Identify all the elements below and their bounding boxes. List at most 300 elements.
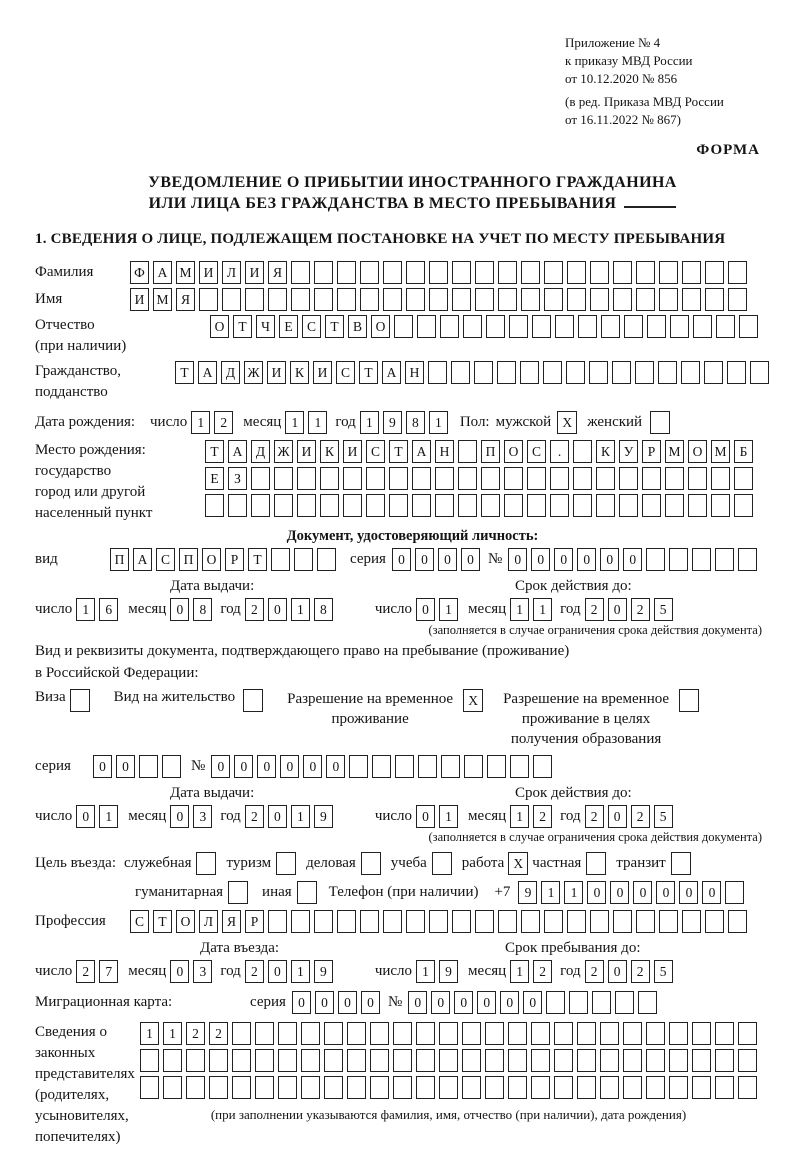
char-box[interactable] bbox=[716, 315, 735, 338]
char-box[interactable] bbox=[725, 881, 744, 904]
char-box[interactable]: 0 bbox=[303, 755, 322, 778]
char-box[interactable] bbox=[681, 361, 700, 384]
char-box[interactable]: 1 bbox=[163, 1022, 182, 1045]
char-box[interactable] bbox=[613, 261, 632, 284]
char-box[interactable] bbox=[439, 1076, 458, 1099]
char-box[interactable]: 0 bbox=[416, 805, 435, 828]
char-box[interactable] bbox=[531, 1049, 550, 1072]
char-box[interactable]: Т bbox=[205, 440, 224, 463]
char-box[interactable] bbox=[463, 315, 482, 338]
char-box[interactable]: А bbox=[198, 361, 217, 384]
char-box[interactable] bbox=[186, 1076, 205, 1099]
char-box[interactable] bbox=[636, 288, 655, 311]
char-box[interactable]: 0 bbox=[93, 755, 112, 778]
char-box[interactable] bbox=[600, 1076, 619, 1099]
char-box[interactable] bbox=[669, 1022, 688, 1045]
char-box[interactable]: 0 bbox=[508, 548, 527, 571]
char-box[interactable]: Л bbox=[199, 910, 218, 933]
char-box[interactable]: П bbox=[179, 548, 198, 571]
char-box[interactable] bbox=[383, 288, 402, 311]
char-box[interactable]: 0 bbox=[623, 548, 642, 571]
char-box[interactable]: 2 bbox=[631, 805, 650, 828]
char-box[interactable]: Ф bbox=[130, 261, 149, 284]
char-box[interactable] bbox=[543, 361, 562, 384]
char-box[interactable]: Е bbox=[279, 315, 298, 338]
char-box[interactable]: 2 bbox=[533, 960, 552, 983]
char-box[interactable] bbox=[412, 467, 431, 490]
char-box[interactable] bbox=[544, 261, 563, 284]
char-box[interactable]: 1 bbox=[99, 805, 118, 828]
char-box[interactable] bbox=[474, 361, 493, 384]
char-box[interactable] bbox=[163, 1076, 182, 1099]
char-box[interactable] bbox=[508, 1076, 527, 1099]
char-box[interactable]: А bbox=[412, 440, 431, 463]
char-box[interactable]: 1 bbox=[285, 411, 304, 434]
char-box[interactable] bbox=[715, 548, 734, 571]
char-box[interactable] bbox=[669, 548, 688, 571]
char-box[interactable] bbox=[439, 1022, 458, 1045]
char-box[interactable] bbox=[555, 315, 574, 338]
char-box[interactable] bbox=[750, 361, 769, 384]
char-box[interactable] bbox=[728, 288, 747, 311]
char-box[interactable] bbox=[343, 467, 362, 490]
char-box[interactable] bbox=[395, 755, 414, 778]
char-box[interactable]: 1 bbox=[140, 1022, 159, 1045]
char-box[interactable]: 0 bbox=[326, 755, 345, 778]
char-box[interactable]: И bbox=[199, 261, 218, 284]
char-box[interactable]: М bbox=[153, 288, 172, 311]
char-box[interactable]: 0 bbox=[438, 548, 457, 571]
char-box[interactable]: О bbox=[210, 315, 229, 338]
char-box[interactable]: 0 bbox=[523, 991, 542, 1014]
char-box[interactable]: 1 bbox=[510, 960, 529, 983]
char-box[interactable] bbox=[647, 315, 666, 338]
char-box[interactable]: 0 bbox=[608, 960, 627, 983]
char-box[interactable] bbox=[360, 910, 379, 933]
char-box[interactable]: И bbox=[343, 440, 362, 463]
char-box[interactable] bbox=[508, 1022, 527, 1045]
char-box[interactable] bbox=[291, 910, 310, 933]
char-box[interactable]: 9 bbox=[314, 805, 333, 828]
char-box[interactable]: Р bbox=[642, 440, 661, 463]
char-box[interactable]: 0 bbox=[415, 548, 434, 571]
char-box[interactable] bbox=[715, 1076, 734, 1099]
char-box[interactable] bbox=[360, 261, 379, 284]
char-box[interactable]: А bbox=[153, 261, 172, 284]
char-box[interactable] bbox=[314, 288, 333, 311]
char-box[interactable]: 0 bbox=[392, 548, 411, 571]
char-box[interactable] bbox=[642, 467, 661, 490]
char-box[interactable] bbox=[669, 1076, 688, 1099]
char-box[interactable] bbox=[366, 467, 385, 490]
char-box[interactable] bbox=[278, 1022, 297, 1045]
char-box[interactable] bbox=[646, 1022, 665, 1045]
char-box[interactable] bbox=[504, 494, 523, 517]
char-box[interactable] bbox=[704, 361, 723, 384]
char-box[interactable]: 5 bbox=[654, 598, 673, 621]
char-box[interactable] bbox=[464, 755, 483, 778]
char-box[interactable]: 9 bbox=[314, 960, 333, 983]
char-box[interactable] bbox=[577, 1022, 596, 1045]
char-box[interactable]: И bbox=[267, 361, 286, 384]
char-box[interactable] bbox=[435, 467, 454, 490]
char-box[interactable] bbox=[337, 288, 356, 311]
char-box[interactable]: 0 bbox=[116, 755, 135, 778]
char-box[interactable] bbox=[297, 494, 316, 517]
char-box[interactable] bbox=[738, 1022, 757, 1045]
char-box[interactable]: 0 bbox=[234, 755, 253, 778]
char-box[interactable]: О bbox=[504, 440, 523, 463]
char-box[interactable]: 1 bbox=[541, 881, 560, 904]
purpose-other-checkbox[interactable] bbox=[297, 881, 317, 904]
char-box[interactable] bbox=[682, 288, 701, 311]
char-box[interactable] bbox=[462, 1022, 481, 1045]
char-box[interactable]: С bbox=[130, 910, 149, 933]
char-box[interactable] bbox=[498, 288, 517, 311]
char-box[interactable] bbox=[646, 1049, 665, 1072]
char-box[interactable]: 0 bbox=[600, 548, 619, 571]
char-box[interactable] bbox=[715, 1049, 734, 1072]
char-box[interactable] bbox=[347, 1022, 366, 1045]
char-box[interactable]: 1 bbox=[308, 411, 327, 434]
char-box[interactable] bbox=[347, 1049, 366, 1072]
char-box[interactable] bbox=[462, 1049, 481, 1072]
char-box[interactable]: И bbox=[245, 261, 264, 284]
char-box[interactable] bbox=[554, 1022, 573, 1045]
char-box[interactable] bbox=[623, 1022, 642, 1045]
char-box[interactable] bbox=[337, 261, 356, 284]
char-box[interactable] bbox=[613, 910, 632, 933]
char-box[interactable] bbox=[550, 494, 569, 517]
char-box[interactable] bbox=[554, 1076, 573, 1099]
char-box[interactable] bbox=[659, 910, 678, 933]
char-box[interactable] bbox=[406, 910, 425, 933]
char-box[interactable] bbox=[439, 1049, 458, 1072]
char-box[interactable] bbox=[532, 315, 551, 338]
char-box[interactable]: 0 bbox=[461, 548, 480, 571]
char-box[interactable]: 0 bbox=[633, 881, 652, 904]
char-box[interactable] bbox=[567, 288, 586, 311]
char-box[interactable]: Р bbox=[245, 910, 264, 933]
char-box[interactable]: 8 bbox=[406, 411, 425, 434]
char-box[interactable] bbox=[566, 361, 585, 384]
char-box[interactable]: 0 bbox=[268, 805, 287, 828]
char-box[interactable] bbox=[199, 288, 218, 311]
char-box[interactable]: 0 bbox=[608, 598, 627, 621]
char-box[interactable]: 1 bbox=[416, 960, 435, 983]
char-box[interactable]: 0 bbox=[268, 598, 287, 621]
char-box[interactable] bbox=[441, 755, 460, 778]
char-box[interactable] bbox=[600, 1049, 619, 1072]
char-box[interactable]: 0 bbox=[554, 548, 573, 571]
char-box[interactable] bbox=[615, 991, 634, 1014]
char-box[interactable] bbox=[320, 467, 339, 490]
char-box[interactable] bbox=[600, 1022, 619, 1045]
char-box[interactable] bbox=[596, 494, 615, 517]
char-box[interactable]: О bbox=[176, 910, 195, 933]
char-box[interactable] bbox=[274, 467, 293, 490]
char-box[interactable] bbox=[347, 1076, 366, 1099]
char-box[interactable]: 1 bbox=[429, 411, 448, 434]
char-box[interactable] bbox=[370, 1022, 389, 1045]
char-box[interactable]: 0 bbox=[702, 881, 721, 904]
char-box[interactable]: Т bbox=[359, 361, 378, 384]
char-box[interactable]: 0 bbox=[610, 881, 629, 904]
visa-checkbox[interactable] bbox=[70, 689, 90, 712]
char-box[interactable]: 2 bbox=[631, 960, 650, 983]
char-box[interactable] bbox=[521, 288, 540, 311]
char-box[interactable]: 0 bbox=[477, 991, 496, 1014]
char-box[interactable]: 2 bbox=[585, 598, 604, 621]
char-box[interactable]: 2 bbox=[76, 960, 95, 983]
char-box[interactable] bbox=[531, 1076, 550, 1099]
char-box[interactable] bbox=[429, 261, 448, 284]
char-box[interactable] bbox=[337, 910, 356, 933]
char-box[interactable] bbox=[738, 548, 757, 571]
char-box[interactable]: 0 bbox=[76, 805, 95, 828]
char-box[interactable] bbox=[417, 315, 436, 338]
char-box[interactable] bbox=[619, 467, 638, 490]
char-box[interactable] bbox=[393, 1022, 412, 1045]
char-box[interactable] bbox=[452, 910, 471, 933]
char-box[interactable]: М bbox=[665, 440, 684, 463]
char-box[interactable]: И bbox=[297, 440, 316, 463]
char-box[interactable] bbox=[314, 910, 333, 933]
char-box[interactable]: С bbox=[156, 548, 175, 571]
char-box[interactable]: Т bbox=[389, 440, 408, 463]
char-box[interactable]: С bbox=[366, 440, 385, 463]
char-box[interactable]: 1 bbox=[510, 805, 529, 828]
char-box[interactable]: С bbox=[527, 440, 546, 463]
char-box[interactable] bbox=[705, 910, 724, 933]
char-box[interactable]: 8 bbox=[193, 598, 212, 621]
char-box[interactable] bbox=[255, 1076, 274, 1099]
char-box[interactable]: 1 bbox=[439, 598, 458, 621]
char-box[interactable] bbox=[601, 315, 620, 338]
char-box[interactable] bbox=[163, 1049, 182, 1072]
char-box[interactable]: 1 bbox=[291, 960, 310, 983]
char-box[interactable]: Б bbox=[734, 440, 753, 463]
char-box[interactable] bbox=[324, 1022, 343, 1045]
temp-residence-checkbox[interactable]: X bbox=[463, 689, 483, 712]
char-box[interactable] bbox=[278, 1076, 297, 1099]
char-box[interactable]: К bbox=[290, 361, 309, 384]
char-box[interactable]: 0 bbox=[257, 755, 276, 778]
char-box[interactable] bbox=[222, 288, 241, 311]
char-box[interactable] bbox=[209, 1076, 228, 1099]
char-box[interactable] bbox=[521, 910, 540, 933]
char-box[interactable]: 1 bbox=[510, 598, 529, 621]
char-box[interactable]: 2 bbox=[245, 960, 264, 983]
char-box[interactable] bbox=[544, 288, 563, 311]
char-box[interactable] bbox=[452, 261, 471, 284]
char-box[interactable] bbox=[577, 1076, 596, 1099]
char-box[interactable] bbox=[665, 494, 684, 517]
char-box[interactable] bbox=[527, 494, 546, 517]
char-box[interactable]: П bbox=[481, 440, 500, 463]
char-box[interactable] bbox=[320, 494, 339, 517]
char-box[interactable] bbox=[317, 548, 336, 571]
char-box[interactable] bbox=[573, 494, 592, 517]
female-checkbox[interactable] bbox=[650, 411, 670, 434]
char-box[interactable] bbox=[389, 467, 408, 490]
char-box[interactable]: 9 bbox=[439, 960, 458, 983]
char-box[interactable]: 0 bbox=[170, 598, 189, 621]
char-box[interactable]: Т bbox=[325, 315, 344, 338]
char-box[interactable] bbox=[531, 1022, 550, 1045]
char-box[interactable] bbox=[533, 755, 552, 778]
char-box[interactable]: Я bbox=[222, 910, 241, 933]
char-box[interactable] bbox=[497, 361, 516, 384]
char-box[interactable] bbox=[669, 1049, 688, 1072]
char-box[interactable] bbox=[255, 1022, 274, 1045]
char-box[interactable] bbox=[705, 261, 724, 284]
char-box[interactable] bbox=[475, 261, 494, 284]
char-box[interactable] bbox=[462, 1076, 481, 1099]
char-box[interactable] bbox=[412, 494, 431, 517]
char-box[interactable] bbox=[389, 494, 408, 517]
char-box[interactable] bbox=[406, 288, 425, 311]
char-box[interactable]: С bbox=[302, 315, 321, 338]
char-box[interactable]: А bbox=[133, 548, 152, 571]
char-box[interactable] bbox=[711, 494, 730, 517]
char-box[interactable] bbox=[140, 1049, 159, 1072]
char-box[interactable]: 0 bbox=[408, 991, 427, 1014]
char-box[interactable] bbox=[590, 261, 609, 284]
char-box[interactable]: 0 bbox=[608, 805, 627, 828]
char-box[interactable]: Т bbox=[233, 315, 252, 338]
char-box[interactable] bbox=[573, 467, 592, 490]
char-box[interactable]: В bbox=[348, 315, 367, 338]
char-box[interactable]: Л bbox=[222, 261, 241, 284]
char-box[interactable] bbox=[485, 1022, 504, 1045]
char-box[interactable] bbox=[486, 315, 505, 338]
char-box[interactable]: Е bbox=[205, 467, 224, 490]
purpose-humanitarian-checkbox[interactable] bbox=[228, 881, 248, 904]
char-box[interactable] bbox=[567, 910, 586, 933]
char-box[interactable]: 1 bbox=[533, 598, 552, 621]
char-box[interactable] bbox=[510, 755, 529, 778]
char-box[interactable] bbox=[646, 548, 665, 571]
char-box[interactable] bbox=[406, 261, 425, 284]
char-box[interactable] bbox=[596, 467, 615, 490]
char-box[interactable] bbox=[291, 288, 310, 311]
char-box[interactable]: 1 bbox=[191, 411, 210, 434]
char-box[interactable]: Д bbox=[221, 361, 240, 384]
char-box[interactable]: 2 bbox=[186, 1022, 205, 1045]
purpose-business-checkbox[interactable] bbox=[361, 852, 381, 875]
char-box[interactable]: . bbox=[550, 440, 569, 463]
char-box[interactable] bbox=[688, 494, 707, 517]
char-box[interactable]: 1 bbox=[564, 881, 583, 904]
char-box[interactable]: 2 bbox=[631, 598, 650, 621]
char-box[interactable] bbox=[728, 910, 747, 933]
char-box[interactable] bbox=[418, 755, 437, 778]
char-box[interactable]: Я bbox=[176, 288, 195, 311]
char-box[interactable] bbox=[520, 361, 539, 384]
char-box[interactable]: О bbox=[202, 548, 221, 571]
char-box[interactable] bbox=[498, 261, 517, 284]
char-box[interactable] bbox=[544, 910, 563, 933]
char-box[interactable]: 3 bbox=[193, 960, 212, 983]
char-box[interactable] bbox=[268, 288, 287, 311]
char-box[interactable] bbox=[635, 361, 654, 384]
char-box[interactable]: Ч bbox=[256, 315, 275, 338]
char-box[interactable]: И bbox=[313, 361, 332, 384]
char-box[interactable] bbox=[205, 494, 224, 517]
char-box[interactable] bbox=[416, 1076, 435, 1099]
purpose-private-checkbox[interactable] bbox=[586, 852, 606, 875]
char-box[interactable] bbox=[232, 1076, 251, 1099]
char-box[interactable] bbox=[682, 261, 701, 284]
char-box[interactable]: Т bbox=[153, 910, 172, 933]
char-box[interactable] bbox=[504, 467, 523, 490]
char-box[interactable]: О bbox=[371, 315, 390, 338]
char-box[interactable] bbox=[590, 910, 609, 933]
char-box[interactable] bbox=[475, 910, 494, 933]
char-box[interactable] bbox=[458, 494, 477, 517]
char-box[interactable] bbox=[665, 467, 684, 490]
char-box[interactable] bbox=[458, 467, 477, 490]
char-box[interactable]: Т bbox=[248, 548, 267, 571]
char-box[interactable]: 9 bbox=[518, 881, 537, 904]
char-box[interactable] bbox=[659, 261, 678, 284]
char-box[interactable]: О bbox=[688, 440, 707, 463]
char-box[interactable] bbox=[487, 755, 506, 778]
char-box[interactable] bbox=[140, 1076, 159, 1099]
char-box[interactable]: 1 bbox=[291, 805, 310, 828]
char-box[interactable] bbox=[393, 1049, 412, 1072]
char-box[interactable]: Ж bbox=[274, 440, 293, 463]
char-box[interactable] bbox=[739, 315, 758, 338]
char-box[interactable] bbox=[619, 494, 638, 517]
char-box[interactable]: 6 bbox=[99, 598, 118, 621]
char-box[interactable]: С bbox=[336, 361, 355, 384]
char-box[interactable]: 2 bbox=[585, 960, 604, 983]
char-box[interactable] bbox=[301, 1076, 320, 1099]
char-box[interactable]: 0 bbox=[431, 991, 450, 1014]
char-box[interactable]: А bbox=[382, 361, 401, 384]
char-box[interactable]: 5 bbox=[654, 805, 673, 828]
char-box[interactable]: 0 bbox=[361, 991, 380, 1014]
char-box[interactable] bbox=[452, 288, 471, 311]
char-box[interactable]: 0 bbox=[656, 881, 675, 904]
char-box[interactable]: 2 bbox=[245, 805, 264, 828]
char-box[interactable] bbox=[481, 494, 500, 517]
char-box[interactable] bbox=[642, 494, 661, 517]
char-box[interactable]: 0 bbox=[170, 805, 189, 828]
char-box[interactable]: К bbox=[596, 440, 615, 463]
char-box[interactable] bbox=[659, 288, 678, 311]
char-box[interactable] bbox=[162, 755, 181, 778]
char-box[interactable]: 0 bbox=[292, 991, 311, 1014]
char-box[interactable] bbox=[521, 261, 540, 284]
char-box[interactable] bbox=[670, 315, 689, 338]
char-box[interactable] bbox=[228, 494, 247, 517]
char-box[interactable]: Т bbox=[175, 361, 194, 384]
char-box[interactable]: 3 bbox=[193, 805, 212, 828]
char-box[interactable]: 0 bbox=[531, 548, 550, 571]
char-box[interactable] bbox=[301, 1022, 320, 1045]
char-box[interactable] bbox=[366, 494, 385, 517]
char-box[interactable] bbox=[291, 261, 310, 284]
char-box[interactable] bbox=[646, 1076, 665, 1099]
char-box[interactable] bbox=[416, 1022, 435, 1045]
char-box[interactable] bbox=[527, 467, 546, 490]
char-box[interactable] bbox=[481, 467, 500, 490]
char-box[interactable] bbox=[738, 1049, 757, 1072]
char-box[interactable]: 0 bbox=[315, 991, 334, 1014]
